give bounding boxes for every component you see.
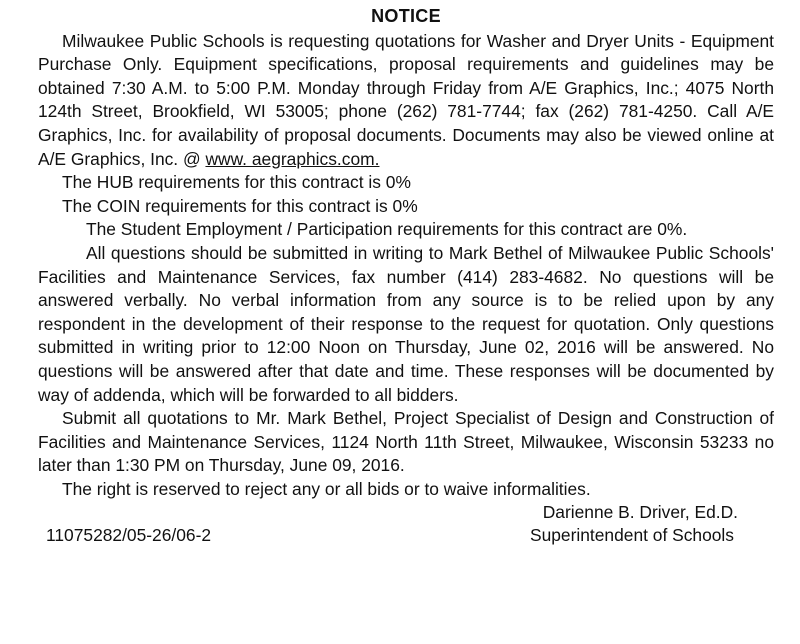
notice-intro-paragraph — [38, 30, 774, 172]
rights-reserved-paragraph: The right is reserved to reject any or all bids or to waive informalities. — [62, 478, 591, 499]
questions-paragraph: All questions should be submitted in writing to Mark Bethel of Milwaukee Public Schools' Facilities and Maintenance Services, fax number (414) 283-4682. No questions will be answered verbally. No verbal information from any source is to be relied upon by any respondent in the development of their response to the request for quotation. Only questions submitted in writing prior to 12:00 Noon on Thursday, June 02, 2016 will be answered. No questions will be answered after that date and time. These responses will be documented by way of addenda, which will be forwarded to all bidders. — [38, 242, 774, 405]
notice-intro-text: Milwaukee Public Schools is requesting quotations for Washer and Dryer Units - Equipment Purchase Only. Equipment specifications, proposal requirements and guidelines may be obtained 7:30 A.M. to 5:00 P.M. Monday through Friday from A/E Graphics, Inc.; 4075 North 124th Street, Brookfield, WI 53005; phone (262) 781-7744; fax (262) 781-4250. Call A/E Graphics, Inc. for availability of proposal documents. Documents may also be viewed online at A/E Graphics, Inc. @ — [38, 30, 774, 169]
notice-title: NOTICE — [371, 6, 441, 26]
student-employment-requirement: The Student Employment / Participation requirements for this contract are 0%. — [86, 219, 688, 240]
aegraphics-website-link[interactable]: www. aegraphics.com. — [205, 148, 380, 169]
hub-requirement: The HUB requirements for this contract is 0% — [62, 172, 411, 193]
submission-paragraph: Submit all quotations to Mr. Mark Bethel, Project Specialist of Design and Construction of Facilities and Maintenance Services, 1124 North 11th Street, Milwaukee, Wisconsin 53233 no later than 1:30 PM on Thursday, June 09, 2016. — [38, 408, 774, 476]
reference-code: 11075282/05-26/06-2 — [46, 525, 212, 546]
signature-title: Superintendent of Schools — [529, 525, 734, 546]
coin-requirement: The COIN requirements for this contract is 0% — [62, 195, 418, 216]
signature-block — [38, 501, 774, 548]
signature-name: Darienne B. Driver, Ed.D. — [542, 502, 738, 523]
